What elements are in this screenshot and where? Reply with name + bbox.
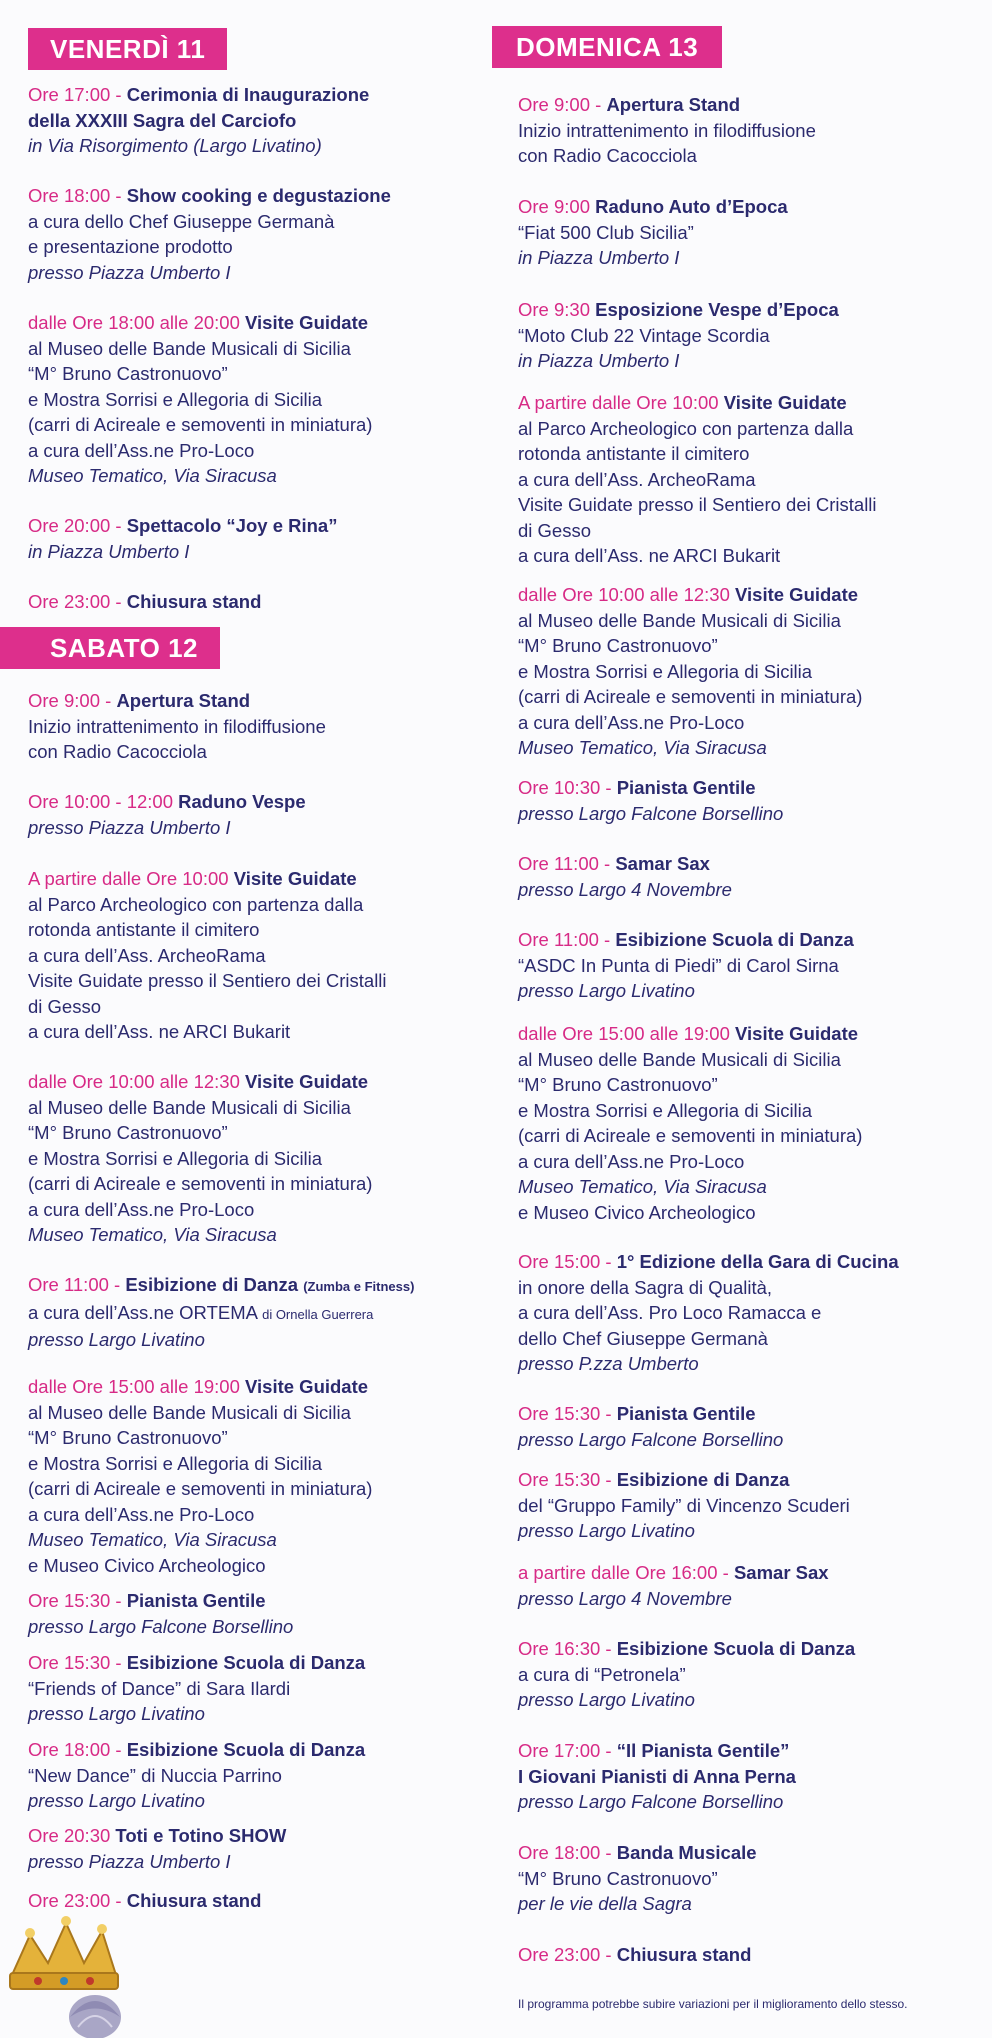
sun-event-10: Ore 15:00 - 1° Edizione della Gara di Cucina in onore della Sagra di Qualità, a cura dell’Ass. Pro Loco Ramacca e dello Chef Giuseppe Germanà presso P.zza Umberto xyxy=(518,1251,899,1374)
sun-event-12: Ore 15:30 - Esibizione di Danza del “Gruppo Family” di Vincenzo Scuderi presso Largo Livatino xyxy=(518,1469,850,1541)
sat-event-7: Ore 15:30 - Pianista Gentile presso Largo Falcone Borsellino xyxy=(28,1590,294,1637)
fri-event-3: dalle Ore 18:00 alle 20:00 Visite Guidate al Museo delle Bande Musicali di Sicilia “M° Bruno Castronuovo” e Mostra Sorrisi e Allegoria di Sicilia (carri di Acireale e semoventi in miniatura) a cura dell’Ass.ne Pro-Loco Museo Tematico, Via Siracusa xyxy=(28,312,373,486)
sun-event-14: Ore 16:30 - Esibizione Scuola di Danza a cura di “Petronela” presso Largo Livatino xyxy=(518,1638,856,1710)
sun-event-15: Ore 17:00 - “Il Pianista Gentile” I Giovani Pianisti di Anna Perna presso Largo Falcone Borsellino xyxy=(518,1740,796,1812)
sat-event-2: Ore 10:00 - 12:00 Raduno Vespe presso Piazza Umberto I xyxy=(28,791,306,838)
sun-event-17: Ore 23:00 - Chiusura stand xyxy=(518,1944,752,1965)
sat-event-1: Ore 9:00 - Apertura Stand Inizio intrattenimento in filodiffusione con Radio Cacocciola xyxy=(28,690,326,762)
crown-artichoke-icon xyxy=(0,1905,150,2038)
program-disclaimer: Il programma potrebbe subire variazioni per il miglioramento dello stesso. xyxy=(518,1997,908,2011)
sun-event-2: Ore 9:00 Raduno Auto d’Epoca “Fiat 500 Club Sicilia” in Piazza Umberto I xyxy=(518,196,788,268)
sat-event-6: dalle Ore 15:00 alle 19:00 Visite Guidate al Museo delle Bande Musicali di Sicilia “M° Bruno Castronuovo” e Mostra Sorrisi e Allegoria di Sicilia (carri di Acireale e semoventi in miniatura) a cura dell’Ass.ne Pro-Loco Museo Tematico, Via Siracusa e Museo Civico Archeologico xyxy=(28,1376,373,1576)
day-banner-friday: VENERDÌ 11 xyxy=(28,28,227,70)
sat-event-4: dalle Ore 10:00 alle 12:30 Visite Guidate al Museo delle Bande Musicali di Sicilia “M° Bruno Castronuovo” e Mostra Sorrisi e Allegoria di Sicilia (carri di Acireale e semoventi in miniatura) a cura dell’Ass.ne Pro-Loco Museo Tematico, Via Siracusa xyxy=(28,1071,373,1245)
sun-event-13: a partire dalle Ore 16:00 - Samar Sax presso Largo 4 Novembre xyxy=(518,1562,829,1609)
sat-event-10: Ore 20:30 Toti e Totino SHOW presso Piazza Umberto I xyxy=(28,1825,287,1872)
sun-event-9: dalle Ore 15:00 alle 19:00 Visite Guidate al Museo delle Bande Musicali di Sicilia “M° Bruno Castronuovo” e Mostra Sorrisi e Allegoria di Sicilia (carri di Acireale e semoventi in miniatura) a cura dell’Ass.ne Pro-Loco Museo Tematico, Via Siracusa e Museo Civico Archeologico xyxy=(518,1023,863,1223)
sat-event-3: A partire dalle Ore 10:00 Visite Guidate al Parco Archeologico con partenza dalla rotonda antistante il cimitero a cura dell’Ass. ArcheoRama Visite Guidate presso il Sentiero dei Cristalli di Gesso a cura dell’Ass. ne ARCI Bukarit xyxy=(28,868,387,1042)
sun-event-4: A partire dalle Ore 10:00 Visite Guidate al Parco Archeologico con partenza dalla rotonda antistante il cimitero a cura dell’Ass. ArcheoRama Visite Guidate presso il Sentiero dei Cristalli di Gesso a cura dell’Ass. ne ARCI Bukarit xyxy=(518,392,877,566)
sun-event-7: Ore 11:00 - Samar Sax presso Largo 4 Novembre xyxy=(518,853,732,900)
day-banner-saturday: SABATO 12 xyxy=(0,627,220,669)
fri-event-2: Ore 18:00 - Show cooking e degustazione a cura dello Chef Giuseppe Germanà e presentazione prodotto presso Piazza Umberto I xyxy=(28,185,391,283)
sat-event-5: Ore 11:00 - Esibizione di Danza (Zumba e Fitness) a cura dell’Ass.ne ORTEMA di Ornella Guerrera presso Largo Livatino xyxy=(28,1274,415,1350)
fri-event-1: Ore 17:00 - Cerimonia di Inaugurazione della XXXIII Sagra del Carciofo in Via Risorgimento (Largo Livatino) xyxy=(28,84,370,156)
fri-event-4: Ore 20:00 - Spettacolo “Joy e Rina” in Piazza Umberto I xyxy=(28,515,338,562)
sun-event-6: Ore 10:30 - Pianista Gentile presso Largo Falcone Borsellino xyxy=(518,777,784,824)
sun-event-8: Ore 11:00 - Esibizione Scuola di Danza “ASDC In Punta di Piedi” di Carol Sirna presso Largo Livatino xyxy=(518,929,854,1001)
sun-event-3: Ore 9:30 Esposizione Vespe d’Epoca “Moto Club 22 Vintage Scordia in Piazza Umberto I xyxy=(518,299,839,371)
sun-event-16: Ore 18:00 - Banda Musicale “M° Bruno Castronuovo” per le vie della Sagra xyxy=(518,1842,757,1914)
sat-event-8: Ore 15:30 - Esibizione Scuola di Danza “Friends of Dance” di Sara Ilardi presso Largo Livatino xyxy=(28,1652,366,1724)
sun-event-5: dalle Ore 10:00 alle 12:30 Visite Guidate al Museo delle Bande Musicali di Sicilia “M° Bruno Castronuovo” e Mostra Sorrisi e Allegoria di Sicilia (carri di Acireale e semoventi in miniatura) a cura dell’Ass.ne Pro-Loco Museo Tematico, Via Siracusa xyxy=(518,584,863,758)
sat-event-11: Ore 23:00 - Chiusura stand xyxy=(28,1890,262,1911)
sun-event-1: Ore 9:00 - Apertura Stand Inizio intrattenimento in filodiffusione con Radio Cacocciola xyxy=(518,94,816,166)
day-banner-sunday: DOMENICA 13 xyxy=(492,26,722,68)
sat-event-9: Ore 18:00 - Esibizione Scuola di Danza “New Dance” di Nuccia Parrino presso Largo Livatino xyxy=(28,1739,366,1811)
fri-event-5: Ore 23:00 - Chiusura stand xyxy=(28,591,262,612)
sun-event-11: Ore 15:30 - Pianista Gentile presso Largo Falcone Borsellino xyxy=(518,1403,784,1450)
